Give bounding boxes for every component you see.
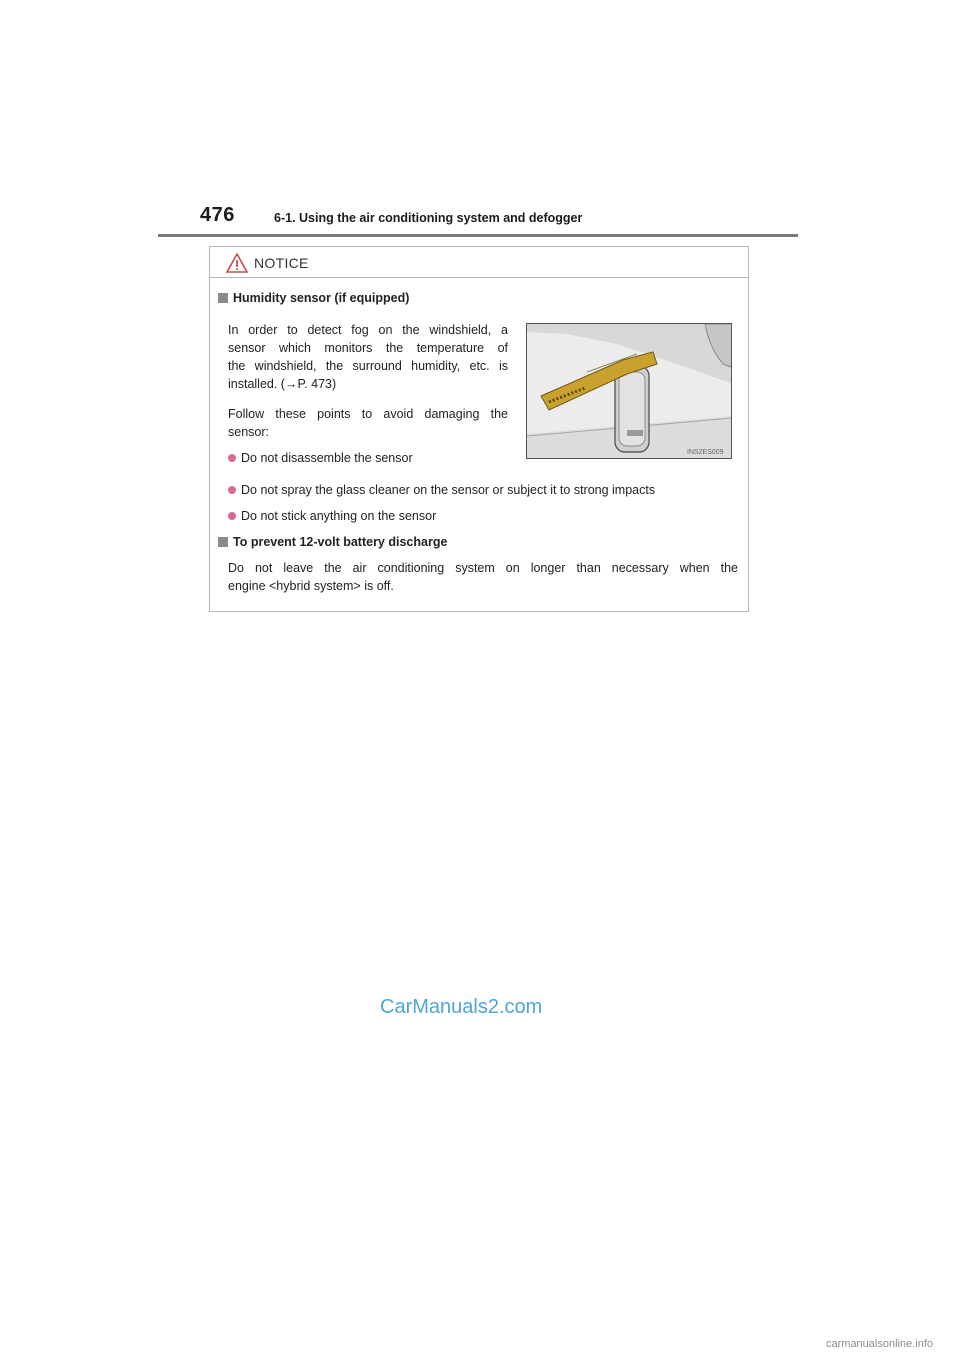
battery-paragraph: Do not leave the air conditioning system on longer than necessary when the engine <hybrid system> is off. [228, 561, 738, 593]
bullet-dot-icon [228, 486, 236, 494]
notice-box [209, 246, 749, 612]
footer-watermark: carmanualsonline.info [826, 1338, 934, 1350]
bullet-item: Do not stick anything on the sensor [228, 509, 436, 523]
humidity-sensor-figure [526, 323, 732, 459]
bullet-item: Do not disassemble the sensor [228, 451, 413, 465]
humidity-intro-paragraph: In order to detect fog on the windshield, a sensor which monitors the temperature of the windshield, the surround humidity, etc. is installed. (→P. 473) [228, 323, 508, 391]
notice-header [210, 247, 748, 278]
bullet-item: Do not spray the glass cleaner on the sensor or subject it to strong impacts [228, 483, 655, 497]
humidity-follow-paragraph: Follow these points to avoid damaging the sensor: [228, 407, 508, 439]
page-header [158, 200, 798, 237]
section-title: 6-1. Using the air conditioning system and defogger [274, 211, 583, 225]
sensor-illustration [527, 324, 732, 459]
battery-heading: To prevent 12-volt battery discharge [218, 535, 447, 549]
humidity-sensor-heading: Humidity sensor (if equipped) [218, 291, 409, 305]
bullet-dot-icon [228, 454, 236, 462]
figure-code: INS2ES009 [687, 449, 724, 456]
bullet-dot-icon [228, 512, 236, 520]
page-number: 476 [200, 204, 235, 226]
warning-icon [226, 253, 248, 273]
watermark-text[interactable]: CarManuals2.com [380, 996, 543, 1018]
notice-label: NOTICE [254, 255, 309, 271]
square-bullet-icon [218, 537, 228, 547]
square-bullet-icon [218, 293, 228, 303]
